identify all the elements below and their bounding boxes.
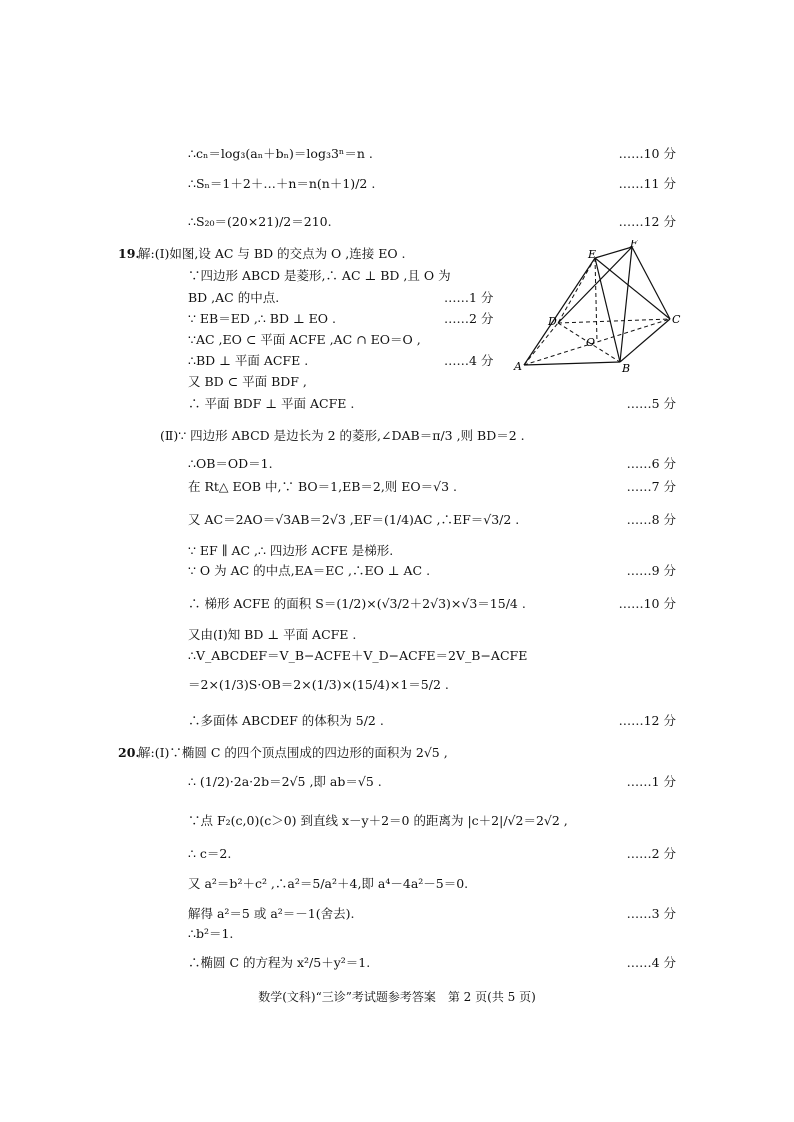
line-16: ∵ EF ∥ AC ,∴ 四边形 ACFE 是梯形. [188, 543, 394, 558]
line-21: ＝2×(1/3)S·OB＝2×(1/3)×(15/4)×1＝5/2 . [188, 677, 449, 692]
score-1: ……10 分 [618, 146, 676, 161]
line-14: 在 Rt△ EOB 中,∵ BO＝1,EB＝2,则 EO＝√3 . [188, 479, 458, 494]
line-13: ∴OB＝OD＝1. [188, 456, 273, 471]
line-24: ∴ (1/2)·2a·2b＝2√5 ,即 ab＝√5 . [188, 774, 382, 789]
problem-number-19: 19. [118, 246, 140, 261]
problem-number-20: 20. [118, 745, 140, 760]
score-14: ……7 分 [626, 479, 676, 494]
score-17: ……9 分 [626, 563, 676, 578]
line-3: ∴S₂₀＝(20×21)/2＝210. [188, 214, 332, 229]
line-4: 解:(Ⅰ)如图,设 AC 与 BD 的交点为 O ,连接 EO . [138, 246, 406, 261]
label-o: O [586, 336, 596, 349]
line-19: 又由(Ⅰ)知 BD ⊥ 平面 ACFE . [188, 627, 357, 642]
label-a: A [514, 360, 522, 373]
score-9: ……4 分 [444, 353, 494, 368]
line-6: BD ,AC 的中点. [188, 290, 280, 305]
line-17: ∵ O 为 AC 的中点,EA＝EC ,∴EO ⊥ AC . [188, 563, 431, 578]
line-12: (Ⅱ)∵ 四边形 ABCD 是边长为 2 的菱形,∠DAB＝π/3 ,则 BD＝2 . [160, 428, 525, 443]
score-11: ……5 分 [626, 396, 676, 411]
score-2: ……11 分 [618, 176, 676, 191]
label-f: F [630, 240, 638, 250]
score-30: ……4 分 [626, 955, 676, 970]
score-26: ……2 分 [626, 846, 676, 861]
label-e: E [588, 248, 597, 261]
line-20: ∴V_ABCDEF＝V_B−ACFE＋V_D−ACFE＝2V_B−ACFE [188, 648, 528, 663]
line-18: ∴ 梯形 ACFE 的面积 S＝(1/2)×(√3/2＋2√3)×√3＝15/4 . [188, 596, 526, 611]
line-22: ∴多面体 ABCDEF 的体积为 5/2 . [188, 713, 384, 728]
line-8: ∵AC ,EO ⊂ 平面 ACFE ,AC ∩ EO＝O , [188, 332, 421, 347]
score-13: ……6 分 [626, 456, 676, 471]
line-1: ∴cₙ＝log₃(aₙ＋bₙ)＝log₃3ⁿ＝n . [188, 146, 373, 161]
score-28: ……3 分 [626, 906, 676, 921]
line-5: ∵四边形 ABCD 是菱形,∴ AC ⊥ BD ,且 O 为 [188, 268, 451, 283]
line-9: ∴BD ⊥ 平面 ACFE . [188, 353, 309, 368]
polyhedron-figure [508, 240, 688, 375]
line-11: ∴ 平面 BDF ⊥ 平面 ACFE . [188, 396, 355, 411]
score-18: ……10 分 [618, 596, 676, 611]
score-6: ……1 分 [444, 290, 494, 305]
score-24: ……1 分 [626, 774, 676, 789]
label-d: D [548, 315, 557, 328]
line-27: 又 a²＝b²＋c² ,∴a²＝5/a²＋4,即 a⁴－4a²－5＝0. [188, 876, 469, 891]
line-15: 又 AC＝2AO＝√3AB＝2√3 ,EF＝(1/4)AC ,∴EF＝√3/2 . [188, 512, 520, 527]
line-30: ∴椭圆 C 的方程为 x²/5＋y²＝1. [188, 955, 371, 970]
page-footer: 数学(文科)“三诊”考试题参考答案 第 2 页(共 5 页) [258, 990, 536, 1004]
line-23: 解:(Ⅰ)∵椭圆 C 的四个顶点围成的四边形的面积为 2√5 , [138, 745, 448, 760]
line-26: ∴ c＝2. [188, 846, 232, 861]
label-c: C [672, 313, 681, 326]
label-b: B [622, 362, 631, 375]
line-28: 解得 a²＝5 或 a²＝－1(舍去). [188, 906, 355, 921]
score-22: ……12 分 [618, 713, 676, 728]
line-10: 又 BD ⊂ 平面 BDF , [188, 374, 307, 389]
score-15: ……8 分 [626, 512, 676, 527]
score-7: ……2 分 [444, 311, 494, 326]
line-25: ∵点 F₂(c,0)(c＞0) 到直线 x－y＋2＝0 的距离为 |c＋2|/√2＝2√2 , [188, 813, 568, 828]
line-2: ∴Sₙ＝1＋2＋…＋n＝n(n＋1)/2 . [188, 176, 376, 191]
line-7: ∵ EB＝ED ,∴ BD ⊥ EO . [188, 311, 336, 326]
score-3: ……12 分 [618, 214, 676, 229]
line-29: ∴b²＝1. [188, 926, 234, 941]
